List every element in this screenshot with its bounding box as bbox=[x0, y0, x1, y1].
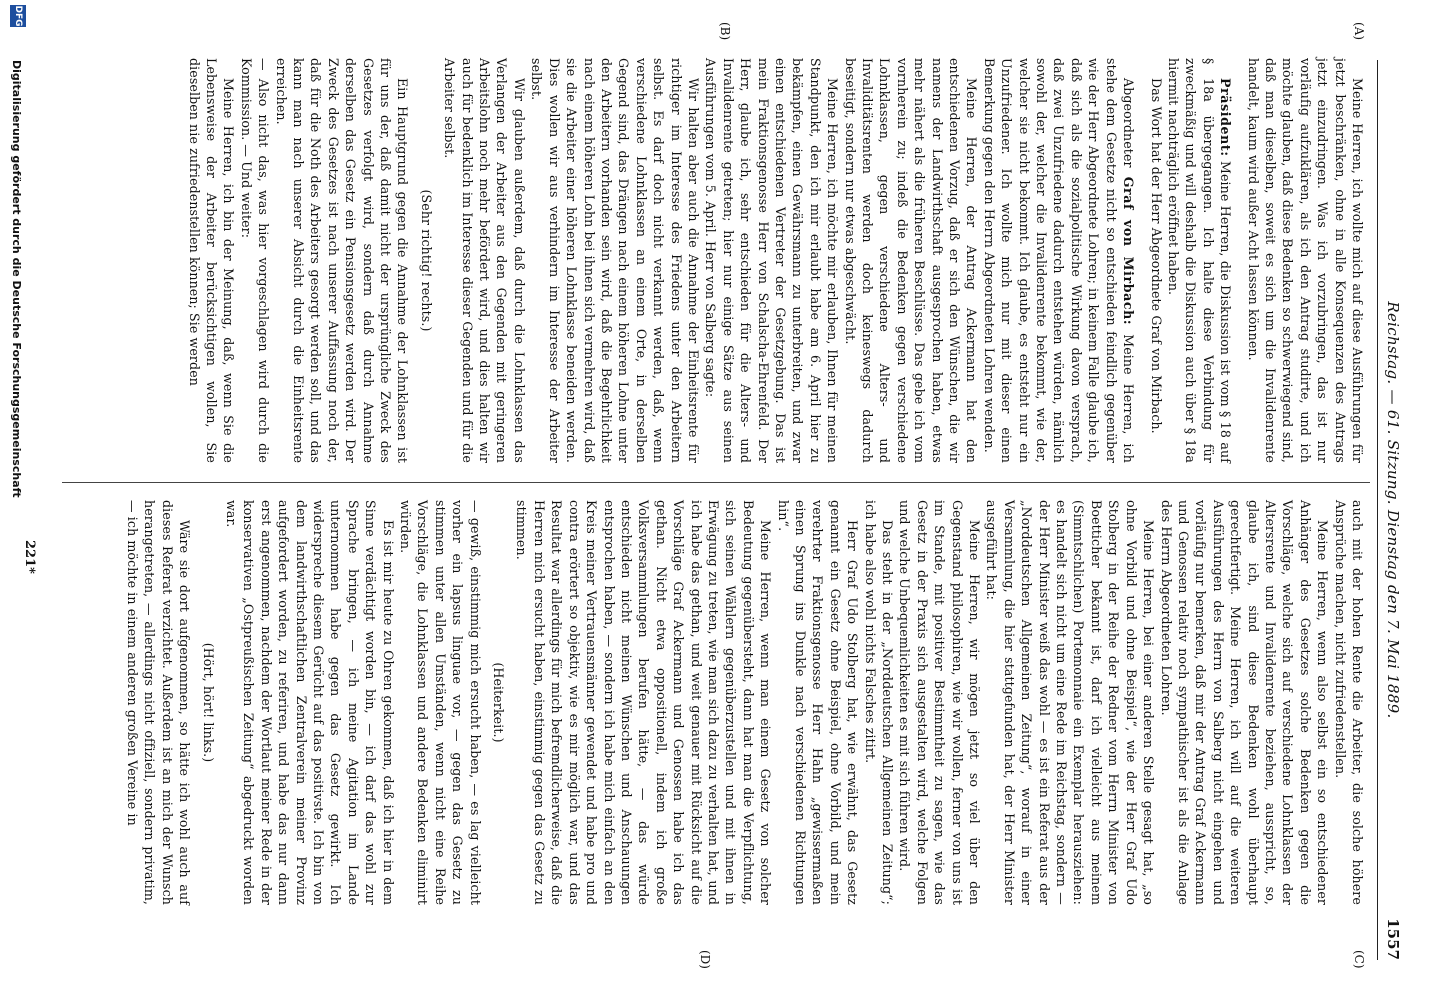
quoted-paragraph: Ein Hauptgrund gegen die Annahme der Lohnklassen ist für uns der, daß damit nicht der ursprüngliche Zweck des Gesetzes verfolgt wird, sondern daß durch Annahme derselben das Gesetz ein Pensionsgesetz werden wird. Der Zweck des Gesetzes ist nach unserer Auffassung noch der, daß für die Noth des Arbeiters gesorgt werden soll, und das kann man nach unserer Absicht durch die Einheitsrente erreichen. bbox=[273, 58, 411, 463]
right-column bbox=[124, 500, 1366, 905]
paragraph: Es ist mir heute zu Ohren gekommen, daß ich hier in dem Sinne verdächtigt worden bin, — ich darf das wohl zur Sprache bringen, — ich meine Agitation im Lande unternommen habe gegen das Gesetz gewirkt. Ich widerspreche diesem Gerücht auf das positivste. Ich bin von dem landwirthschaftlichen Zentralverein meiner Provinz aufgefordert worden, zu referiren, und habe das nur dann erst angenommen, nachdem der Wortlaut meiner Rede in der konservativen „Ostpreußischen Zeitung“ abgedruckt worden war. bbox=[224, 500, 396, 905]
paragraph bbox=[980, 58, 1137, 463]
audience-reaction: (Sehr richtig! rechts.) bbox=[418, 189, 434, 332]
paragraph: Meine Herren, bei einer anderen Stelle gesagt hat, „so ohne Vorbild und ohne Beispiel“, wie der Herr Graf Udo Stolberg in der Reihe der Redner vom Herrn Minister von Boetticher bekannt ist, darf ich vielleicht aus meinem (Simmtschlichen) Portemonnaie ein Exemplar herausziehen: es handelt sich nicht um eine Rede im Reichstag, sondern — der Herr Minister weiß das wohl — es ist ein Referat aus der „Norddeutschen Allgemeinen Zeitung“, worauf in einer Versammlung, die hier stattgefunden hat, der Herr Minister ausgeführt hat: bbox=[984, 500, 1157, 905]
speaker-title: Abgeordneter bbox=[1121, 78, 1137, 177]
margin-marker-b: (B) bbox=[718, 22, 732, 41]
paragraph: Meine Herren, wenn also selbst ein so entschiedener Anhänger des Gesetzes solche Bedenken gegen die Vorschläge, welche sich auf verschiedene Lohnklassen der Altersrente und Invalidenrente beziehen, ausspricht, so, glaube ich, sind diese Bedenken wohl überhaupt gerechtfertigt. Meine Herren, ich will auf die weiteren Ausführungen des Herrn von Salberg nicht eingehen und vorläufig nur bemerken, daß mir der Antrag Graf Ackermann und Genossen relativ noch sympathischer ist als die Anlage des Herrn Abgeordneten Lohren. bbox=[1158, 500, 1331, 905]
paragraph bbox=[1165, 58, 1235, 463]
audience-reaction: (Hört, hört! links.) bbox=[200, 642, 216, 763]
paragraph: Meine Herren, der Antrag Ackermann hat den entschiedenen Vorzug, daß er sich den Wünschen, die wir namens der Landwirthschaft ausgesprochen haben, etwas mehr nähert als die früheren Beschlüsse. Das gebe ich vom vornherein zu; indeß die Bedenken gegen verschiedene Lohnklassen, gegen verschiedene Alters- und Invaliditätsrenten werden doch keineswegs dadurch beseitigt, sondern nur etwas abgeschwächt. bbox=[842, 58, 980, 463]
paragraph: — Also nicht das, was hier vorgeschlagen wird durch die Kommission. — Und weiter: bbox=[238, 58, 272, 463]
margin-marker-c: (C) bbox=[1352, 950, 1366, 969]
quoted-paragraph: Meine Herren, ich bin der Meinung, daß, wenn Sie die Lebensweise der Arbeiter berücksichtigen wollen, Sie dieselben nie zufriedenstellen können; Sie werden bbox=[186, 58, 237, 463]
speaker-name: Präsident: bbox=[1218, 78, 1234, 157]
speaker-name: Graf von Mirbach: bbox=[1121, 176, 1137, 326]
footer-credit: Digitalisierung gefördert durch die Deutsche Forschungsgemeinschaft bbox=[10, 60, 23, 498]
digitization-footer bbox=[6, 0, 28, 1000]
paragraph: Wäre sie dort aufgenommen, so hätte ich wohl auch auf dieses Referat verzichtet. Außerdem ist an mich der Wunsch herangetreten, — allerdings nicht offiziell, sondern privatim, — ich möchte in einem anderen großen Vereine in bbox=[124, 500, 193, 905]
paragraph: Das steht in der „Norddeutschen Allgemeinen Zeitung“; ich habe also wohl nichts Falsches zitirt. bbox=[862, 500, 896, 905]
quoted-paragraph: Wir halten aber auch die Annahme der Einheitsrente für richtiger im Interesse des Friedens unter den Arbeitern selbst. Es darf doch nicht verkannt werden, daß, wenn verschiedene Lohnklassen an einem Orte, in derselben Gegend sind, das Drängen nach einem höheren Lohne unter den Arbeitern vorhanden sein wird, daß die Begehrlichkeit nach einem höheren Lohn bei ihnen sich vermehren wird, daß sie die Arbeiter einer höheren Lohnklasse beneiden werden. Dies wollen wir aus verhindern im Interesse der Arbeiter selbst. bbox=[529, 58, 701, 463]
paragraph-text: Meine Herren, ich stehe dem Gesetze nicht so entschieden feindlich gegenüber wie der Herr Abgeordnete Lohren; in keinem Falle glaube ich, daß sich als die sozialpolitische Wirkung davon versprach, daß zwei Unzufriedene dadurch entstehen würden, nämlich sowohl der, welcher die Invalidenrente bekommt, wie der, welcher sie nicht bekommt. Ich glaube, es entsteht nur ein Unzufriedener. Ich wollte mich nur mit dieser einen Bemerkung gegen den Herrn Abgeordneten Lohren wenden. bbox=[981, 58, 1137, 463]
running-title: Reichstag. — 61. Sitzung. Dienstag den 7. Mai 1889. bbox=[1384, 301, 1402, 719]
dfg-logo-icon: DFG bbox=[10, 5, 26, 27]
paragraph: Meine Herren, wenn man einem Gesetz von solcher Bedeutung gegenübersteht, dann hat man die Verpflichtung, sich seinen Wählern gegenüberzustellen und mit ihnen in Erwägung zu treten, wie man sich dazu zu verhalten hat, und ich habe das gethan, und weit genauer mit Rücksicht auf die Vorschläge Graf Ackermann und Genossen habe ich das gethan. Nicht etwa oppositionell, indem ich große Volksversammlungen berufen hätte, — das würde entschieden nicht meinen Wünschen und Anschauungen entsprochen haben, — sondern ich habe mich einfach an den Kreis meiner Vertrauensmänner gewendet und habe pro und contra erörtert so objektiv, wie es mir möglich war, und das Resultat war allerdings für mich befremdlicherweise, daß die Herren mich ersucht haben, einstimmig gegen das Gesetz zu stimmen. bbox=[514, 500, 774, 905]
page-number: 1557 bbox=[1384, 918, 1402, 960]
page-header bbox=[1377, 60, 1404, 960]
margin-marker-a: (A) bbox=[1352, 22, 1366, 41]
paragraph: — gewiß, einstimmig mich ersucht haben, — es lag vielleicht vorher ein lapsus linguae vor, — gegen das Gesetz zu stimmen unter allen Umständen, wenn nicht eine Reihe Vorschläge, die Lohnklassen und andere Bedenken eliminirt würden. bbox=[398, 500, 483, 905]
column-divider bbox=[62, 482, 1370, 483]
paragraph: auch mit der hohen Rente die Arbeiter, die solche höhere Ansprüche machen, nicht zufriedenstellen. bbox=[1332, 500, 1365, 905]
quoted-paragraph: Meine Herren, wir mögen jetzt so viel über den Gegenstand philosophiren, wie wir wollen, ferner von uns ist im Stande, mit positiver Bestimmtheit zu sagen, wie das Gesetz in der Praxis sich ausgestalten wird, welche Folgen und welche Unbequemlichkeiten es mit sich führen wird. bbox=[897, 500, 983, 905]
signature-mark: 221* bbox=[22, 540, 37, 574]
left-column bbox=[185, 58, 1366, 463]
margin-marker-d: (D) bbox=[698, 950, 712, 969]
audience-reaction: (Heiterkeit.) bbox=[491, 662, 507, 743]
quoted-paragraph: Wir glauben außerdem, daß durch die Lohnklassen das Verlangen der Arbeiter aus den Gegenden mit geringeren Arbeitslohn noch mehr befördert wird, und dies halten wir auch für bedenklich im Interesse dieser Gegenden und für die Arbeiter selbst. bbox=[442, 58, 527, 463]
paragraph: Meine Herren, ich wollte mich auf diese Ausführungen für jetzt beschränken, ohne in alle Konsequenzen des Antrags jetzt einzudringen. Was ich vorzubringen, das ist nur vorläufig aufzuklären, als ich den Antrag studirte, und ich möchte glauben, daß diese Bedenken so schwerwiegend sind, daß man dieselben, soweit es sich um die Invalidenrente handelt, kaum wird außer Acht lassen können. bbox=[1245, 58, 1365, 463]
paragraph: Meine Herren, ich möchte mir erlauben, Ihnen für meinen Standpunkt, den ich mir erlaubt habe am 6. April hier zu bekämpfen, einen Gewährsmann zu unterbreiten, und zwar einen entschiedenen Vertreter der Gesetzgebung. Das ist mein Fraktionsgenosse Herr von Schalscha-Ehrenfeld. Der Herr, glaube ich, sehr entschieden für die Alters- und Invalidenrente getreten; hier nur einige Sätze aus seinen Ausführungen vom 5. April. Herr von Salberg sagte: bbox=[703, 58, 841, 463]
paragraph: Das Wort hat der Herr Abgeordnete Graf von Mirbach. bbox=[1148, 78, 1164, 434]
paragraph: Herr Graf Udo Stolberg hat, wie erwähnt, das Gesetz genannt ein Gesetz ohne Beispiel, ohne Vorbild, und mein verehrter Fraktionsgenosse Herr Hahn „gewissermaßen einen Sprung ins Dunkle nach verschiedenen Richtungen hin“. bbox=[775, 500, 861, 905]
paragraph-text: Meine Herren, die Diskussion ist vom § 18 auf § 18a übergegangen. Ich halte diese Verbindung für zweckmäßig und will deshalb die Diskussion auch über § 18a hiermit nachträglich eröffnet haben. bbox=[1165, 58, 1234, 463]
